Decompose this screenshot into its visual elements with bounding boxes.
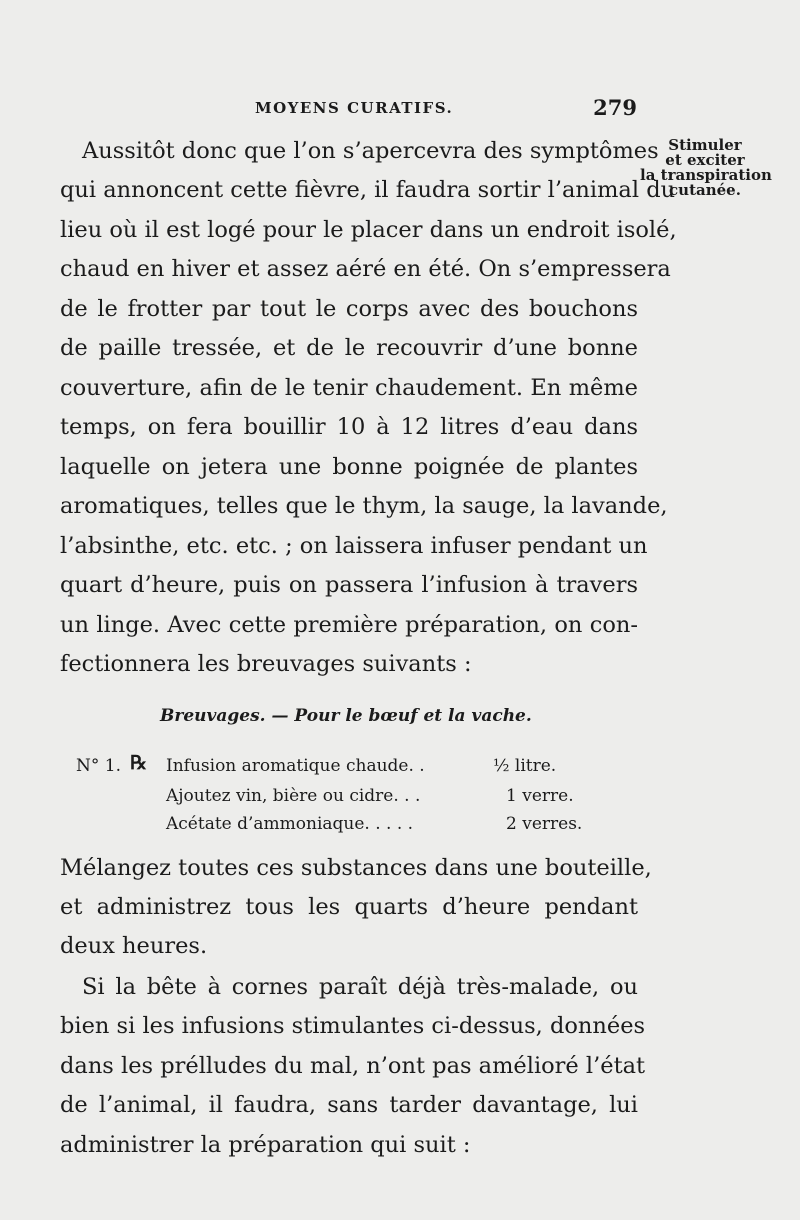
- prescription-ingredient: Infusion aromatique chaude. .: [166, 756, 425, 776]
- text-line: Aussitôt donc que l’on s’apercevra des symptômes: [82, 138, 659, 164]
- margin-note-line: et exciter: [665, 151, 745, 169]
- text-line: qui annoncent cette fièvre, il faudra sortir l’animal du: [60, 177, 676, 203]
- margin-note-line: cutanée.: [669, 181, 741, 199]
- prescription-quantity: 1 verre.: [506, 786, 574, 806]
- margin-note-line: la transpiration: [640, 166, 772, 184]
- recipe-symbol-icon: ℞: [130, 752, 148, 774]
- text-line: quart d’heure, puis on passera l’infusion à travers: [60, 572, 638, 598]
- text-line: Mélangez toutes ces substances dans une bouteille,: [60, 855, 652, 881]
- prescription-number: N° 1.: [76, 756, 121, 776]
- page-number: 279: [593, 95, 637, 120]
- text-line: couverture, afin de le tenir chaudement. En même: [60, 375, 638, 401]
- text-line: de paille tressée, et de le recouvrir d’une bonne: [60, 335, 638, 361]
- prescription-ingredient: Ajoutez vin, bière ou cidre. . .: [166, 786, 421, 806]
- section-subheading: Breuvages. — Pour le bœuf et la vache.: [160, 706, 532, 726]
- text-line: un linge. Avec cette première préparation, on con-: [60, 612, 638, 638]
- prescription-quantity: 2 verres.: [506, 814, 583, 834]
- text-line: aromatiques, telles que le thym, la sauge, la lavande,: [60, 493, 668, 519]
- text-line: lieu où il est logé pour le placer dans un endroit isolé,: [60, 217, 677, 243]
- text-line: administrer la préparation qui suit :: [60, 1132, 471, 1158]
- text-line: laquelle on jetera une bonne poignée de plantes: [60, 454, 638, 480]
- text-line: chaud en hiver et assez aéré en été. On s’empressera: [60, 256, 671, 282]
- text-line: de l’animal, il faudra, sans tarder davantage, lui: [60, 1092, 638, 1118]
- text-line: de le frotter par tout le corps avec des bouchons: [60, 296, 638, 322]
- text-line: et administrez tous les quarts d’heure pendant: [60, 894, 638, 920]
- text-line: deux heures.: [60, 933, 208, 959]
- prescription-ingredient: Acétate d’ammoniaque. . . . .: [166, 814, 414, 834]
- text-line: fectionnera les breuvages suivants :: [60, 651, 472, 677]
- margin-note-line: Stimuler: [668, 136, 742, 154]
- running-head: MOYENS CURATIFS.: [255, 99, 454, 117]
- page-header: [60, 95, 637, 123]
- text-line: dans les prélludes du mal, n’ont pas amélioré l’état: [60, 1053, 646, 1079]
- text-line: Si la bête à cornes paraît déjà très-malade, ou: [82, 974, 638, 1000]
- text-line: l’absinthe, etc. etc. ; on laissera infuser pendant un: [60, 533, 648, 559]
- prescription-quantity: ½ litre.: [493, 756, 557, 776]
- text-line: temps, on fera bouillir 10 à 12 litres d’eau dans: [60, 414, 638, 440]
- text-line: bien si les infusions stimulantes ci-dessus, données: [60, 1013, 646, 1039]
